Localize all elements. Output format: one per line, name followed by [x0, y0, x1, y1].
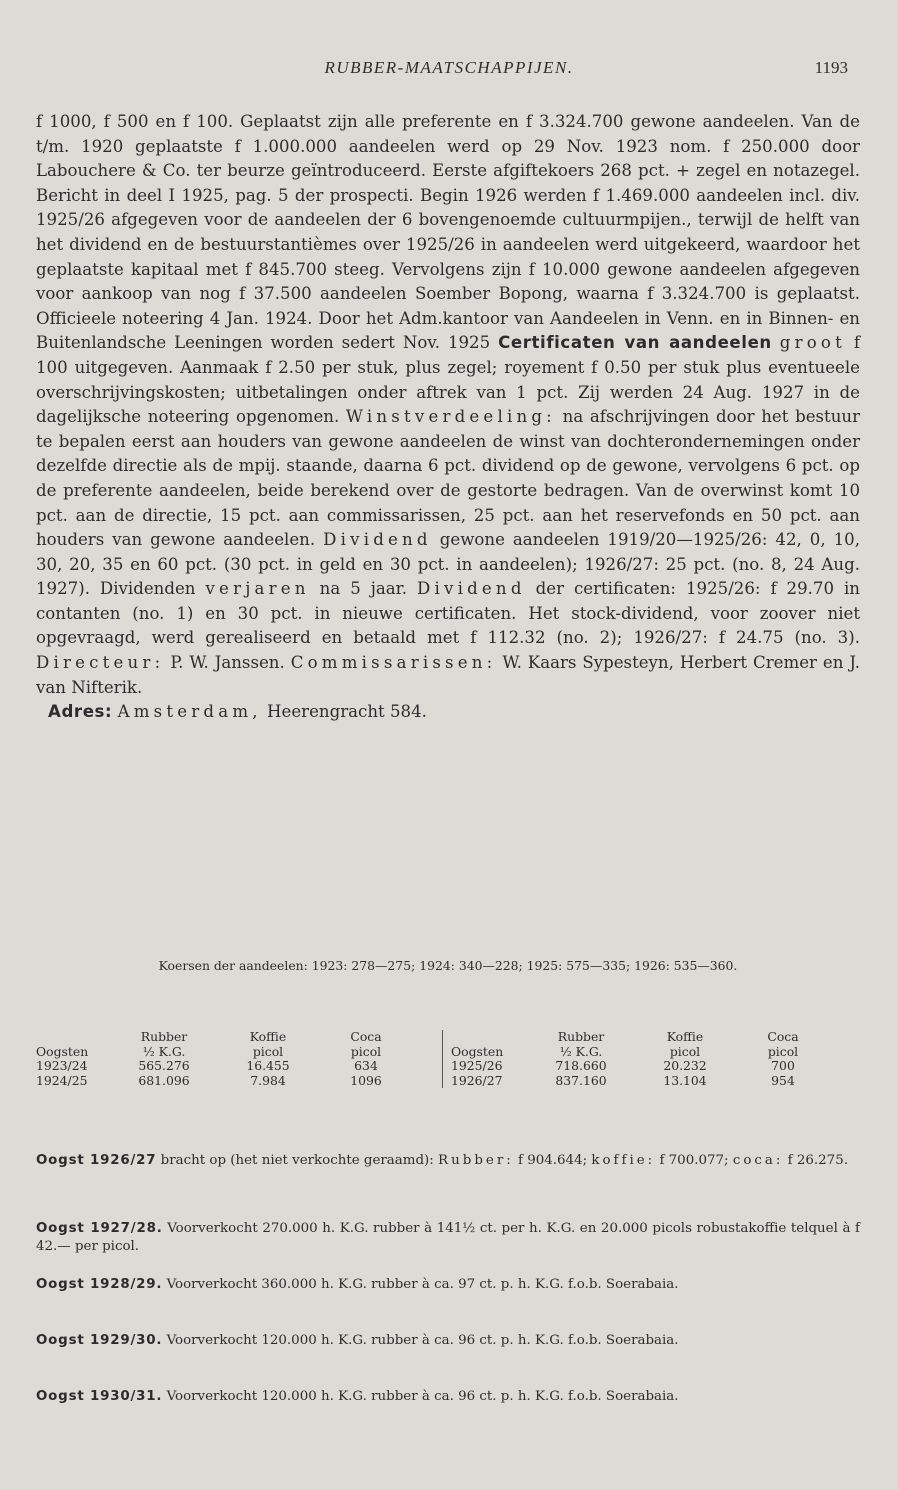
oogst-text: Voorverkocht 120.000 h. K.G. rubber à ca. 96 ct. p. h. K.G. f.o.b. Soerabaia. — [166, 1389, 679, 1404]
winst-label: Winstverdeeling: — [345, 407, 556, 427]
verjaren-word: verjaren — [205, 579, 310, 599]
oogst-text: bracht op (het niet verkochte geraamd): — [160, 1153, 434, 1168]
table-cell: 718.660 — [555, 1058, 607, 1073]
running-head — [38, 58, 860, 84]
oogst-label: Oogst 1930/31. — [36, 1389, 163, 1404]
oogst-text: Voorverkocht 270.000 h. K.G. rubber à 141½ ct. per h. K.G. en 20.000 picols robustakoffie telquel à f 42.— per picol. — [36, 1221, 860, 1254]
directeur-name: P. W. Janssen. — [170, 653, 285, 673]
running-title: RUBBER-MAATSCHAPPIJEN. — [324, 58, 574, 77]
text-dividend: gewone aandeelen 1919/20—1925/26: 42, 0, 10, 30, 20, 35 en 60 pct. (30 pct. in geld en 30 pct. in aandeelen); 1926/27: 25 pct. (no. 8, 24 Aug. 1927). Dividenden — [36, 530, 860, 599]
oogst-text: f 904.644; — [518, 1153, 588, 1168]
oogst-section-1930 — [36, 1388, 860, 1406]
harvest-table-right — [442, 1030, 851, 1088]
table-cell: 1096 — [350, 1072, 382, 1088]
paragraph-capital — [36, 110, 860, 700]
table-header-row — [36, 1045, 436, 1060]
oogst-text: f 700.077; — [659, 1153, 729, 1168]
harvest-table-left — [36, 1030, 436, 1088]
table-row — [36, 1074, 436, 1089]
table-cell: 634 — [354, 1058, 378, 1073]
table-cell: 13.104 — [663, 1072, 707, 1088]
commissarissen-label: Commissarissen: — [290, 653, 497, 673]
main-text — [36, 110, 860, 725]
table-cell: 1925/26 — [451, 1058, 503, 1073]
oogst-section-1928 — [36, 1276, 860, 1294]
oogst-label: Oogst 1929/30. — [36, 1333, 163, 1348]
adres-city: Amsterdam, — [117, 702, 262, 722]
text-winst: na afschrijvingen door het bestuur te bepalen eerst aan houders van gewone aandeelen de winst van dochterondernemingen onder dezelfde directie als de mpij. staande, daarna 6 pct. dividend op de gewone, vervolgens 6 pct. op de preferente aandeelen, beide berekend over de gestorte bedragen. Van de overwinst komt 10 pct. aan de directie, 15 pct. aan commissarissen, 25 pct. aan het reservefonds en 50 pct. aan houders van gewone aandeelen. — [36, 407, 861, 550]
table-header-cell: ½ K.G. — [142, 1043, 186, 1059]
table-cell: 20.232 — [663, 1058, 707, 1073]
oogst-section-1929 — [36, 1332, 860, 1350]
table-cell: 16.455 — [246, 1058, 290, 1073]
oogst-text: Voorverkocht 120.000 h. K.G. rubber à ca. 96 ct. p. h. K.G. f.o.b. Soerabaia. — [166, 1333, 679, 1348]
oogst-rubber-label: Rubber: — [438, 1153, 514, 1168]
table-cell: 837.160 — [555, 1072, 607, 1088]
table-row — [36, 1059, 436, 1074]
table-cell: 1926/27 — [451, 1072, 503, 1088]
adres-street: Heerengracht 584. — [267, 702, 427, 722]
page-number: 1193 — [814, 58, 848, 77]
dividend-cert-label: Dividend — [417, 579, 526, 599]
text-certificates: f 100 uitgegeven. Aanmaak f 2.50 per stuk, plus zegel; royement f 0.50 per stuk plus eventueele overschrijvingskosten; uitbetalingen onder aftrek van 1 pct. Zij werden 24 Aug. 1927 in de dagelijksche noteering opgenomen. — [36, 333, 861, 427]
share-prices-line: Koersen der aandeelen: 1923: 278—275; 1924: 340—228; 1925: 575—335; 1926: 535—360. — [158, 958, 738, 973]
text-verjaren: na 5 jaar. — [319, 579, 408, 599]
table-header-row — [36, 1030, 436, 1045]
table-row — [451, 1074, 851, 1089]
table-cell: 565.276 — [138, 1058, 190, 1073]
table-header-cell: picol — [767, 1043, 799, 1059]
oogst-coca-label: coca: — [732, 1153, 784, 1168]
certificates-heading: Certificaten van aandeelen — [498, 333, 772, 353]
commissarissen-names: W. Kaars Sypesteyn, Herbert Cremer en J. van Nifterik. — [36, 653, 860, 697]
table-header-cell: ½ K.G. — [559, 1043, 603, 1059]
table-header-cell: picol — [350, 1043, 382, 1059]
table-cell: 7.984 — [250, 1072, 286, 1088]
groot-word: groot — [779, 333, 846, 353]
table-header-row — [451, 1030, 851, 1045]
table-cell: 1924/25 — [36, 1072, 88, 1088]
table-header-cell — [36, 1030, 110, 1045]
table-header-cell: picol — [252, 1043, 284, 1059]
table-header-cell: Koffie — [249, 1029, 287, 1044]
table-header-cell — [451, 1030, 527, 1045]
table-row — [451, 1059, 851, 1074]
table-header-cell: Oogsten — [36, 1043, 89, 1059]
table-header-cell: Coca — [350, 1029, 382, 1044]
table-cell: 700 — [771, 1058, 795, 1073]
directeur-label: Directeur: — [36, 653, 165, 673]
table-header-cell: Rubber — [557, 1029, 605, 1044]
oogst-label: Oogst 1927/28. — [36, 1221, 163, 1236]
oogst-text: f 26.275. — [787, 1153, 848, 1168]
oogst-section-1926 — [36, 1152, 860, 1170]
adres-label: Adres: — [48, 702, 113, 722]
table-cell: 681.096 — [138, 1072, 190, 1088]
oogst-koffie-label: koffie: — [591, 1153, 656, 1168]
table-header-cell: Koffie — [666, 1029, 704, 1044]
table-header-cell: picol — [669, 1043, 701, 1059]
table-header-cell: Oogsten — [451, 1043, 504, 1059]
table-cell: 1923/24 — [36, 1058, 88, 1073]
oogst-label: Oogst 1928/29. — [36, 1277, 163, 1292]
address-line — [36, 700, 860, 725]
table-header-row — [451, 1045, 851, 1060]
oogst-text: Voorverkocht 360.000 h. K.G. rubber à ca. 97 ct. p. h. K.G. f.o.b. Soerabaia. — [166, 1277, 679, 1292]
oogst-label: Oogst 1926/27 — [36, 1153, 157, 1168]
table-header-cell: Rubber — [140, 1029, 188, 1044]
table-header-cell: Coca — [767, 1029, 799, 1044]
text-dividend-cert: der certificaten: 1925/26: f 29.70 in contanten (no. 1) en 30 pct. in nieuwe certificaten. Het stock-dividend, voor zoover niet opgevraagd, werd gerealiseerd en betaald met f 112.32 (no. 2); 1926/27: f 24.75 (no. 3). — [36, 579, 860, 648]
dividend-label: Dividend — [323, 530, 432, 550]
text-capital: f 1000, f 500 en f 100. Geplaatst zijn alle preferente en f 3.324.700 gewone aandeelen. Van de t/m. 1920 geplaatste f 1.000.000 aandeelen werd op 29 Nov. 1923 nom. f 250.000 door Labouchere & Co. ter beurze geïntroduceerd. Eerste afgiftekoers 268 pct. + zegel en notazegel. Bericht in deel I 1925, pag. 5 der prospecti. Begin 1926 werden f 1.469.000 aandeelen incl. div. 1925/26 afgegeven voor de aandeelen der 6 bovengenoemde cultuurmpijen., terwijl de helft van het dividend en de bestuurstantièmes over 1925/26 in aandeelen werd uitgekeerd, waardoor het geplaatste kapitaal met f 845.700 steeg. Vervolgens zijn f 10.000 gewone aandeelen afgegeven voor aankoop van nog f 37.500 aandeelen Soember Bopong, waarna f 3.324.700 is geplaatst. Officieele noteering 4 Jan. 1924. Door het Adm.kantoor van Aandeelen in Venn. en in Binnen- en Buitenlandsche Leeningen worden sedert Nov. 1925 — [36, 112, 860, 353]
oogst-section-1927 — [36, 1220, 860, 1255]
table-cell: 954 — [771, 1072, 795, 1088]
